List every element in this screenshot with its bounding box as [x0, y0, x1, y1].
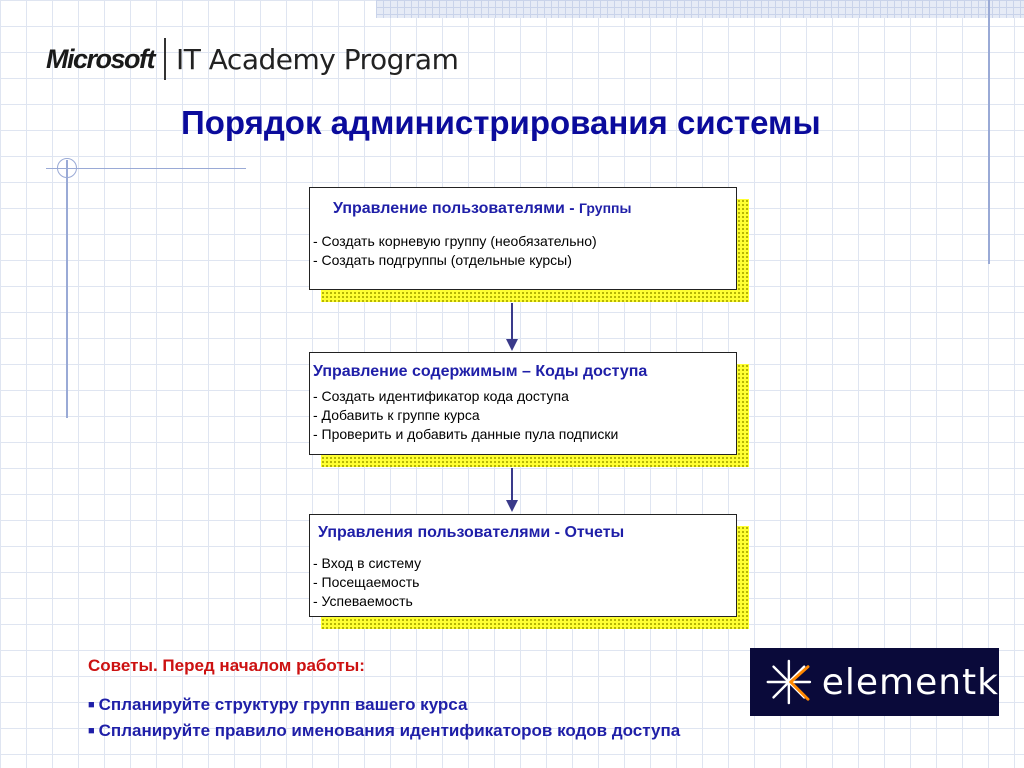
box-panel — [309, 352, 737, 455]
box-item: - Вход в систему — [313, 555, 422, 571]
box-panel — [309, 187, 737, 290]
header-pattern-band — [376, 0, 1024, 18]
square-bullet-icon: ■ — [88, 699, 95, 711]
box-item: - Создать корневую группу (необязательно) — [313, 233, 597, 249]
elementk-text: elementk — [821, 661, 999, 703]
header-logo — [46, 36, 458, 82]
flow-arrow-line — [511, 468, 513, 501]
program-name: IT Academy Program — [176, 42, 459, 76]
box-item: - Проверить и добавить данные пула подписки — [313, 426, 619, 442]
box-item: - Создать подгруппы (отдельные курсы) — [313, 252, 572, 268]
box-panel — [309, 514, 737, 617]
box-title: Управление содержимым – Коды доступа — [313, 363, 648, 380]
flow-arrow-head — [506, 500, 518, 512]
tip-text: Спланируйте правило именования идентификаторов кодов доступа — [98, 721, 681, 740]
elementk-logo — [750, 648, 999, 716]
slide-title: Порядок администрирования системы — [181, 104, 821, 141]
decor-vertical-line-right — [988, 0, 990, 264]
flow-arrow-head — [506, 339, 518, 351]
tips-heading: Советы. Перед началом работы: — [88, 656, 365, 675]
tip-item — [88, 695, 467, 715]
tip-item — [88, 721, 680, 741]
box-title: Управления пользователями - Отчеты — [318, 524, 625, 541]
box-item: - Посещаемость — [313, 574, 420, 590]
box-title-main: Управление пользователями - — [333, 200, 580, 217]
tip-text: Спланируйте структуру групп вашего курса — [98, 695, 468, 714]
box-item: - Создать идентификатор кода доступа — [313, 388, 569, 404]
flow-arrow-line — [511, 303, 513, 339]
box-item: - Успеваемость — [313, 593, 413, 609]
decor-vertical-line-left — [66, 160, 68, 418]
square-bullet-icon: ■ — [88, 725, 95, 737]
box-title-sub: Группы — [579, 200, 632, 216]
box-item: - Добавить к группе курса — [313, 407, 480, 423]
starburst-icon — [762, 654, 816, 710]
microsoft-logo: Microsoft — [46, 43, 154, 74]
logo-separator — [164, 38, 166, 80]
box-title — [313, 200, 733, 218]
decor-circle — [57, 158, 77, 178]
